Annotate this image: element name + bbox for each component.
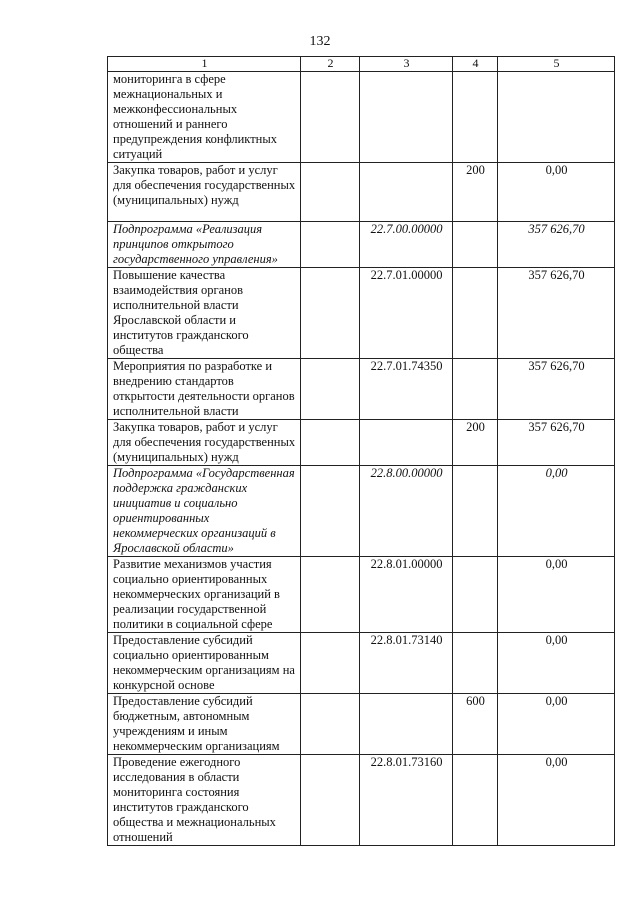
row-name-cell: Проведение ежегодного исследования в области мониторинга состояния институтов гражданского общества и межнациональных отношений — [108, 755, 301, 846]
row-amount-cell: 0,00 — [498, 466, 615, 557]
row-name-cell: Закупка товаров, работ и услуг для обеспечения государственных (муниципальных) нужд — [108, 163, 301, 222]
row-code-cell: 22.7.00.00000 — [360, 222, 453, 268]
row-type-cell — [453, 755, 498, 846]
row-name-cell: Предоставление субсидий бюджетным, автономным учреждениям и иным некоммерческим организациям — [108, 694, 301, 755]
row-amount-cell: 357 626,70 — [498, 420, 615, 466]
header-cell-1: 1 — [108, 57, 301, 72]
table-row — [108, 755, 615, 846]
row-code-cell — [360, 694, 453, 755]
row-col2-cell — [301, 222, 360, 268]
row-amount-cell: 0,00 — [498, 694, 615, 755]
row-name-cell: Подпрограмма «Реализация принципов открытого государственного управления» — [108, 222, 301, 268]
table-row — [108, 694, 615, 755]
row-col2-cell — [301, 633, 360, 694]
row-col2-cell — [301, 72, 360, 163]
row-amount-cell: 0,00 — [498, 163, 615, 222]
header-cell-3: 3 — [360, 57, 453, 72]
row-type-cell: 200 — [453, 420, 498, 466]
row-col2-cell — [301, 163, 360, 222]
row-col2-cell — [301, 420, 360, 466]
table-row — [108, 466, 615, 557]
row-code-cell: 22.8.01.73140 — [360, 633, 453, 694]
row-code-cell: 22.7.01.00000 — [360, 268, 453, 359]
table-row — [108, 633, 615, 694]
row-type-cell — [453, 359, 498, 420]
row-code-cell: 22.8.00.00000 — [360, 466, 453, 557]
row-col2-cell — [301, 694, 360, 755]
row-amount-cell: 357 626,70 — [498, 222, 615, 268]
row-col2-cell — [301, 755, 360, 846]
row-type-cell — [453, 557, 498, 633]
row-code-cell — [360, 163, 453, 222]
row-code-cell — [360, 420, 453, 466]
table-row — [108, 557, 615, 633]
row-type-cell: 200 — [453, 163, 498, 222]
row-type-cell — [453, 72, 498, 163]
row-col2-cell — [301, 466, 360, 557]
table-row — [108, 72, 615, 163]
row-type-cell — [453, 268, 498, 359]
row-name-cell: мониторинга в сфере межнациональных и межконфессиональных отношений и раннего предупреждения конфликтных ситуаций — [108, 72, 301, 163]
table-row — [108, 268, 615, 359]
row-name-cell: Развитие механизмов участия социально ориентированных некоммерческих организаций в реализации государственной политики в социальной сфере — [108, 557, 301, 633]
row-col2-cell — [301, 557, 360, 633]
row-code-cell: 22.8.01.00000 — [360, 557, 453, 633]
table-header-row — [108, 57, 615, 72]
row-amount-cell: 0,00 — [498, 557, 615, 633]
row-col2-cell — [301, 268, 360, 359]
page-number: 132 — [309, 34, 331, 49]
row-type-cell — [453, 222, 498, 268]
header-cell-2: 2 — [301, 57, 360, 72]
row-code-cell: 22.8.01.73160 — [360, 755, 453, 846]
row-amount-cell: 0,00 — [498, 633, 615, 694]
budget-table — [107, 56, 615, 846]
row-name-cell: Подпрограмма «Государственная поддержка гражданских инициатив и социально ориентированных некоммерческих организаций в Ярославской области» — [108, 466, 301, 557]
row-name-cell: Мероприятия по разработке и внедрению стандартов открытости деятельности органов исполнительной власти — [108, 359, 301, 420]
table-row — [108, 222, 615, 268]
row-code-cell — [360, 72, 453, 163]
row-amount-cell: 0,00 — [498, 755, 615, 846]
row-type-cell — [453, 633, 498, 694]
row-col2-cell — [301, 359, 360, 420]
table-row — [108, 359, 615, 420]
header-cell-4: 4 — [453, 57, 498, 72]
row-type-cell — [453, 466, 498, 557]
header-cell-5: 5 — [498, 57, 615, 72]
row-type-cell: 600 — [453, 694, 498, 755]
row-name-cell: Повышение качества взаимодействия органов исполнительной власти Ярославской области и институтов гражданского общества — [108, 268, 301, 359]
row-amount-cell: 357 626,70 — [498, 359, 615, 420]
table-row — [108, 420, 615, 466]
row-code-cell: 22.7.01.74350 — [360, 359, 453, 420]
row-amount-cell: 357 626,70 — [498, 268, 615, 359]
row-amount-cell — [498, 72, 615, 163]
table-row — [108, 163, 615, 222]
row-name-cell: Закупка товаров, работ и услуг для обеспечения государственных (муниципальных) нужд — [108, 420, 301, 466]
row-name-cell: Предоставление субсидий социально ориентированным некоммерческим организациям на конкурсной основе — [108, 633, 301, 694]
